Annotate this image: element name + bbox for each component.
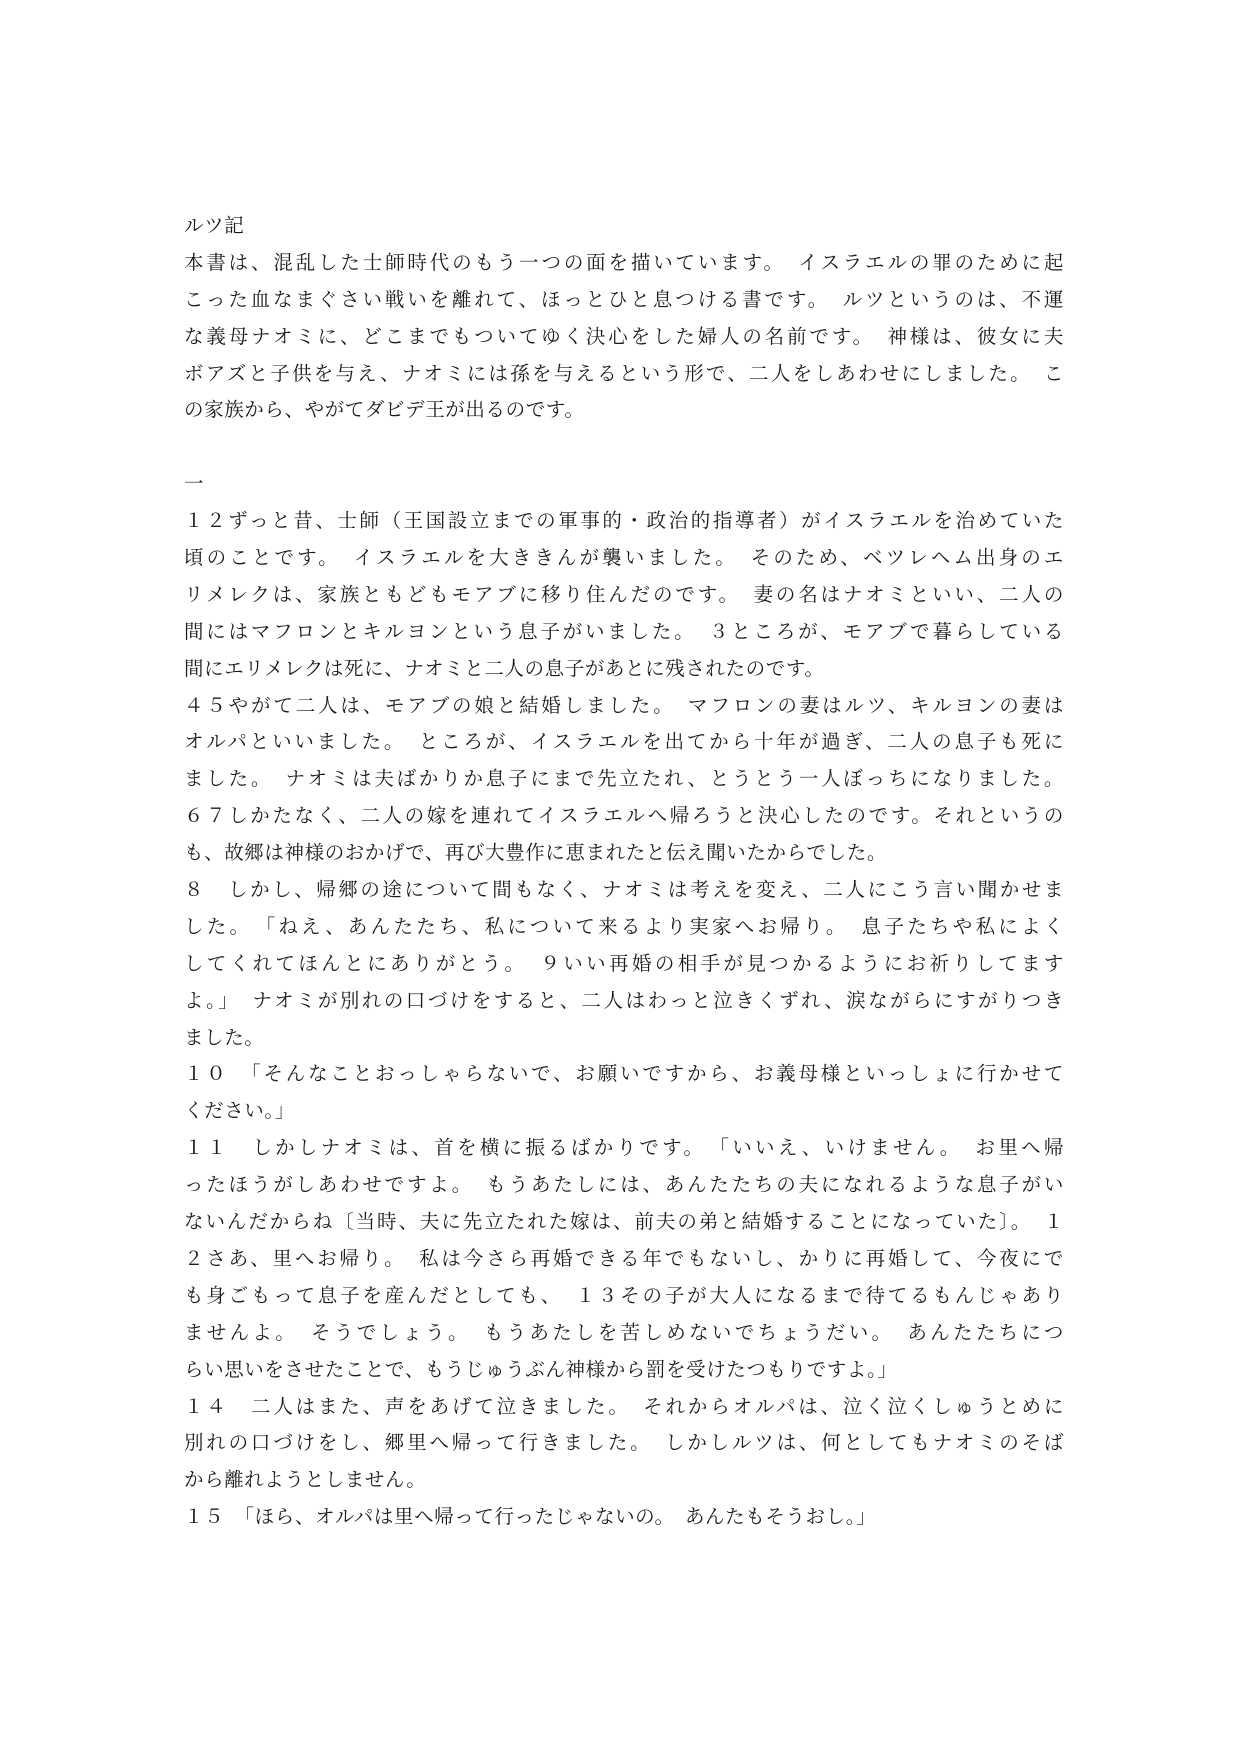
body-line: らい思いをさせたことで、もうじゅうぶん神様から罰を受けたつもりですよ。」 bbox=[184, 1357, 898, 1381]
body-line: １５ 「ほら、オルパは里へ帰って行ったじゃないの。 あんたもそうおし。」 bbox=[184, 1505, 877, 1529]
body-line: も身ごもって息子を産んだとしても、 １３その子が大人になるまで待てるもんじゃあり bbox=[184, 1283, 1064, 1307]
body-line: 間にエリメレクは死に、ナオミと二人の息子があとに残されたのです。 bbox=[184, 656, 825, 680]
body-line: ませんよ。 そうでしょう。 もうあたしを苦しめないでちょうだい。 あんたたちにつ bbox=[184, 1320, 1064, 1344]
body-line: ました。 bbox=[184, 1025, 265, 1049]
body-line: ないんだからね〔当時、夫に先立たれた嫁は、前夫の弟と結婚することになっていた〕。 １ bbox=[184, 1210, 1064, 1234]
intro-line: な義母ナオミに、どこまでもついてゆく決心をした婦人の名前です。 神様は、彼女に夫 bbox=[184, 324, 1064, 348]
body-line: ました。 ナオミは夫ばかりか息子にまで先立たれ、とうとう一人ぼっちになりました。 bbox=[184, 767, 1064, 791]
book-title: ルツ記 bbox=[184, 214, 245, 237]
body-line: してくれてほんとにありがとう。 ９いい再婚の相手が見つかるようにお祈りしてます bbox=[184, 951, 1064, 975]
body-line: 間にはマフロンとキルヨンという息子がいました。 ３ところが、モアブで暮らしている bbox=[184, 619, 1064, 643]
body-line: １１ しかしナオミは、首を横に振るばかりです。 「いいえ、いけません。 お里へ帰 bbox=[184, 1136, 1064, 1160]
body-line: ８ しかし、帰郷の途について間もなく、ナオミは考えを変え、二人にこう言い聞かせま bbox=[184, 878, 1064, 902]
body-line: ４５やがて二人は、モアブの娘と結婚しました。 マフロンの妻はルツ、キルヨンの妻は bbox=[184, 693, 1064, 717]
intro-line: の家族から、やがてダビデ王が出るのです。 bbox=[184, 398, 585, 422]
chapter-number: 一 bbox=[184, 472, 205, 496]
intro-line: こった血なまぐさい戦いを離れて、ほっとひと息つける書です。 ルツというのは、不運 bbox=[184, 287, 1064, 311]
body-line: から離れようとしません。 bbox=[184, 1468, 427, 1492]
body-line: よ。」 ナオミが別れの口づけをすると、二人はわっと泣きくずれ、涙ながらにすがりつき bbox=[184, 988, 1064, 1012]
body-line: １２ずっと昔、士師（王国設立までの軍事的・政治的指導者）がイスラエルを治めていた bbox=[184, 509, 1064, 533]
body-line: した。 「ねえ、あんたたち、私について来るより実家へお帰り。 息子たちや私によく bbox=[184, 914, 1064, 938]
body-line: も、故郷は神様のおかげで、再び大豊作に恵まれたと伝え聞いたからでした。 bbox=[184, 841, 887, 865]
body-line: オルパといいました。 ところが、イスラエルを出てから十年が過ぎ、二人の息子も死に bbox=[184, 730, 1064, 754]
body-line: ったほうがしあわせですよ。 もうあたしには、あんたたちの夫になれるような息子がい bbox=[184, 1173, 1064, 1197]
intro-paragraph bbox=[184, 245, 1064, 429]
spacer bbox=[184, 429, 1064, 466]
document-text bbox=[184, 208, 1064, 1536]
body-line: リメレクは、家族ともどもモアブに移り住んだのです。 妻の名はナオミといい、二人の bbox=[184, 582, 1064, 606]
chapter-body bbox=[184, 503, 1064, 1536]
body-line: １０ 「そんなことおっしゃらないで、お願いですから、お義母様といっしょに行かせて bbox=[184, 1062, 1064, 1086]
body-line: １４ 二人はまた、声をあげて泣きました。 それからオルパは、泣く泣くしゅうとめに bbox=[184, 1394, 1064, 1418]
intro-line: ボアズと子供を与え、ナオミには孫を与えるという形で、二人をしあわせにしました。 こ bbox=[184, 361, 1064, 385]
body-line: ６７しかたなく、二人の嫁を連れてイスラエルへ帰ろうと決心したのです。それというの bbox=[184, 804, 1064, 828]
intro-line: 本書は、混乱した士師時代のもう一つの面を描いています。 イスラエルの罪のために起 bbox=[184, 250, 1064, 274]
body-line: 頃のことです。 イスラエルを大ききんが襲いました。 そのため、ベツレヘム出身のエ bbox=[184, 546, 1064, 570]
body-line: 別れの口づけをし、郷里へ帰って行きました。 しかしルツは、何としてもナオミのそば bbox=[184, 1431, 1064, 1455]
body-line: ください。」 bbox=[184, 1099, 295, 1123]
body-line: ２さあ、里へお帰り。 私は今さら再婚できる年でもないし、かりに再婚して、今夜にで bbox=[184, 1246, 1064, 1270]
